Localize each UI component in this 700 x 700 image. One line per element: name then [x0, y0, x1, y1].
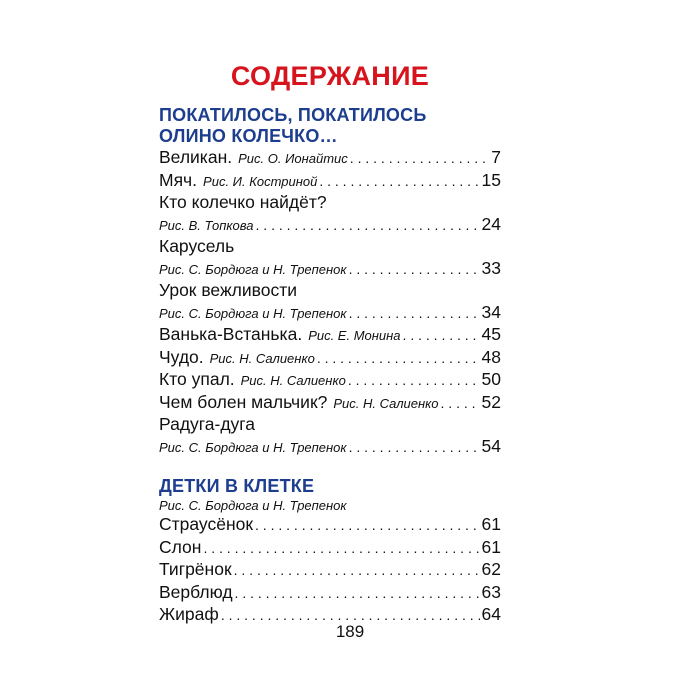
- toc-entry[interactable]: [159, 436, 501, 459]
- entry-title: Верблюд: [159, 581, 233, 602]
- section-heading-2: ДЕТКИ В КЛЕТКЕ: [159, 476, 315, 496]
- entry-title: Кто упал.: [159, 369, 235, 389]
- entry-credit: Рис. С. Бордюга и Н. Трепенок: [159, 305, 347, 321]
- toc-entry[interactable]: [159, 369, 501, 392]
- toc-entry[interactable]: [159, 214, 501, 237]
- entry-credit: Рис. Е. Монина: [308, 328, 401, 343]
- entry-title: Ванька-Встанька.: [159, 324, 303, 344]
- entry-title[interactable]: Радуга-дуга: [159, 414, 256, 434]
- toc-entry[interactable]: [159, 302, 501, 325]
- entry-title: Слон: [159, 536, 202, 557]
- entry-page: 52: [481, 391, 501, 412]
- toc-entry[interactable]: [159, 258, 501, 281]
- leader-dots: [348, 370, 480, 392]
- page-number: 189: [335, 622, 365, 641]
- toc-entry[interactable]: [159, 170, 501, 193]
- entry-credit: Рис. В. Топкова: [159, 217, 254, 233]
- toc-entry[interactable]: [159, 582, 501, 605]
- entry-title[interactable]: Карусель: [159, 236, 235, 256]
- entry-page: 34: [481, 301, 501, 322]
- entry-page: 48: [481, 346, 501, 367]
- entry-page: 50: [481, 369, 501, 389]
- entry-title[interactable]: Кто колечко найдёт?: [159, 192, 327, 212]
- entry-credit: Рис. Н. Салиенко: [209, 350, 315, 366]
- entry-title: Тигрёнок: [159, 559, 232, 579]
- section-heading-line: ОЛИНО КОЛЕЧКО…: [159, 126, 338, 146]
- leader-dots: [234, 560, 480, 582]
- entry-page: 45: [481, 324, 501, 344]
- toc-entry[interactable]: [159, 392, 501, 415]
- toc-entry[interactable]: [159, 147, 501, 170]
- section-heading-1: [159, 105, 501, 147]
- entry-page: 63: [481, 581, 501, 602]
- entry-credit: Рис. О. Ионайтис: [238, 151, 348, 166]
- leader-dots: [255, 515, 480, 537]
- table-of-contents: [159, 60, 501, 627]
- entry-page: 15: [481, 169, 501, 190]
- entry-credit: Рис. И. Костриной: [203, 173, 318, 189]
- entry-title: Мяч.: [159, 169, 198, 190]
- page-title: СОДЕРЖАНИЕ: [230, 61, 430, 91]
- section-spacer: [159, 458, 501, 476]
- leader-dots: [349, 437, 480, 459]
- entry-credit: Рис. С. Бордюга и Н. Трепенок: [159, 439, 347, 455]
- entry-title: Чем болен мальчик?: [159, 391, 328, 412]
- leader-dots: [349, 259, 480, 281]
- entry-credit: Рис. С. Бордюга и Н. Трепенок: [159, 261, 347, 277]
- entry-title: Страусёнок: [159, 514, 254, 534]
- entry-title: Жираф: [159, 604, 219, 624]
- section-credit: Рис. С. Бордюга и Н. Трепенок: [159, 498, 347, 513]
- leader-dots: [349, 303, 480, 325]
- leader-dots: [403, 325, 480, 347]
- section-heading-line: ПОКАТИЛОСЬ, ПОКАТИЛОСЬ: [159, 105, 427, 125]
- entry-title: Великан.: [159, 147, 233, 167]
- leader-dots: [235, 583, 480, 605]
- leader-dots: [256, 215, 480, 237]
- leader-dots: [317, 348, 480, 370]
- entry-page: 64: [481, 604, 501, 624]
- leader-dots: [203, 538, 479, 560]
- entry-page: 61: [481, 536, 501, 557]
- toc-entry[interactable]: [159, 514, 501, 537]
- entry-credit: Рис. Н. Салиенко: [333, 395, 439, 411]
- leader-dots: [441, 393, 480, 415]
- toc-entry[interactable]: [159, 324, 501, 347]
- entry-title[interactable]: Урок вежливости: [159, 280, 298, 300]
- entry-title: Чудо.: [159, 346, 204, 367]
- entry-page: 54: [481, 435, 501, 456]
- entry-credit: Рис. Н. Салиенко: [240, 373, 346, 388]
- toc-entry[interactable]: [159, 559, 501, 582]
- entry-page: 62: [481, 559, 501, 579]
- toc-entry[interactable]: [159, 537, 501, 560]
- entry-page: 61: [481, 514, 501, 534]
- toc-entry[interactable]: [159, 347, 501, 370]
- entry-page: 33: [481, 257, 501, 278]
- entry-page: 7: [491, 147, 501, 167]
- leader-dots: [319, 171, 479, 193]
- leader-dots: [350, 148, 489, 170]
- entry-page: 24: [481, 213, 501, 234]
